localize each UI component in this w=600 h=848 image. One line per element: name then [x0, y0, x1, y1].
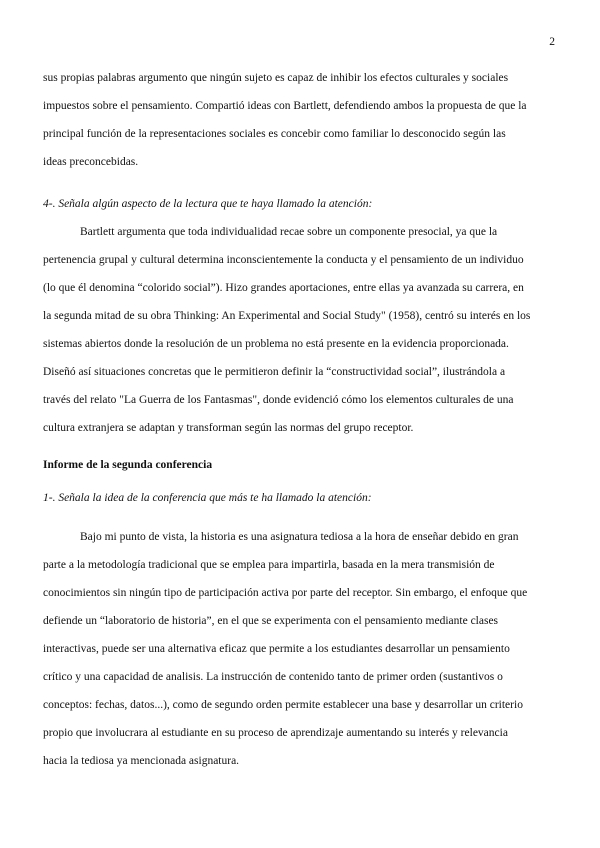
- section-heading: Informe de la segunda conferencia: [43, 459, 213, 471]
- body-line: (lo que él denomina “colorido social”). Hizo grandes aportaciones, entre ellas ya avanzada su carrera, en: [43, 282, 524, 294]
- page-number: 2: [549, 36, 555, 48]
- body-line: propio que involucrara al estudiante en su proceso de aprendizaje aumentando su interés y relevancia: [43, 727, 508, 739]
- body-line: la segunda mitad de su obra Thinking: An Experimental and Social Study" (1958), centró su interés en los: [43, 310, 531, 322]
- body-line: principal función de la representaciones sociales es concebir como familiar lo desconocido según las: [43, 128, 506, 140]
- body-line: Bartlett argumenta que toda individualidad recae sobre un componente presocial, ya que la: [80, 226, 498, 238]
- body-line: través del relato "La Guerra de los Fantasmas", donde evidenció cómo los elementos culturales de una: [43, 394, 514, 406]
- body-line: Diseñó así situaciones concretas que le permitieron definir la “constructividad social”, ilustrándola a: [43, 366, 506, 378]
- body-line: crítico y una capacidad de analisis. La instrucción de contenido tanto de primer orden (sustantivos o: [43, 671, 503, 683]
- body-line: pertenencia grupal y cultural determina inconscientemente la conducta y el pensamiento de un individuo: [43, 254, 524, 266]
- question-heading: 1-. Señala la idea de la conferencia que más te ha llamado la atención:: [43, 492, 372, 504]
- body-line: impuestos sobre el pensamiento. Compartió ideas con Bartlett, defendiendo ambos la propuesta de que la: [43, 100, 527, 112]
- body-line: hacia la tediosa ya mencionada asignatura.: [43, 755, 240, 767]
- question-heading: 4-. Señala algún aspecto de la lectura que te haya llamado la atención:: [43, 198, 373, 210]
- body-line: interactivas, puede ser una alternativa eficaz que permite a los estudiantes desarrollar un pensamiento: [43, 643, 510, 655]
- body-line: sistemas abiertos donde la resolución de un problema no está presente en la evidencia proporcionada.: [43, 338, 509, 350]
- body-line: Bajo mi punto de vista, la historia es una asignatura tediosa a la hora de enseñar debido en gran: [80, 531, 519, 543]
- body-line: conceptos: fechas, datos...), como de segundo orden permite establecer una base y desarrollar un criterio: [43, 699, 523, 711]
- body-line: defiende un “laboratorio de historia”, en el que se experimenta con el pensamiento mediante clases: [43, 615, 499, 627]
- body-line: parte a la metodología tradicional que se emplea para impartirla, basada en la mera transmisión de: [43, 559, 495, 571]
- body-line: sus propias palabras argumento que ningún sujeto es capaz de inhibir los efectos culturales y sociales: [43, 72, 509, 84]
- body-line: ideas preconcebidas.: [43, 156, 139, 168]
- body-line: cultura extranjera se adaptan y transforman según las normas del grupo receptor.: [43, 422, 414, 434]
- body-line: conocimientos sin ningún tipo de participación activa por parte del receptor. Sin embargo, el enfoque que: [43, 587, 528, 599]
